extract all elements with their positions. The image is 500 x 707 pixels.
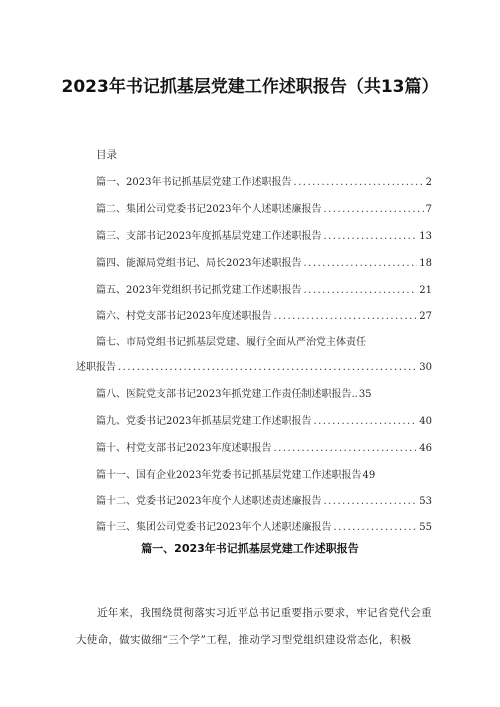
section-heading: 篇一、2023年书记抓基层党建工作述职报告 [141,542,359,555]
toc-item-11[interactable]: 篇十一、国有企业2023年党委书记抓基层党建工作述职报告 49 [96,470,376,481]
toc-item-10[interactable]: 篇十、村党支部书记2023年度述职报告 ..... 46 [96,439,432,455]
toc-item-4[interactable]: 篇四、能源局党组书记、局长2023年述职报告 ..... 18 [96,254,432,270]
toc-page-number: 35 [358,389,372,400]
toc-page-number: 53 [419,496,432,507]
toc-item-2[interactable]: 篇二、集团公司党委书记2023年个人述职述廉报告 ..... 7 [96,200,432,216]
toc-item-3[interactable]: 篇三、支部书记2023年度抓基层党建工作述职报告 ..... 13 [96,227,432,243]
toc-page-number: 46 [419,443,432,454]
toc-item-6[interactable]: 篇六、村党支部书记2023年度述职报告 ..... 27 [96,307,432,323]
toc-item-1[interactable]: 篇一、2023年书记抓基层党建工作述职报告 ..... 2 [96,173,432,189]
toc-page-number: 49 [362,470,376,481]
toc-page-number: 7 [425,204,432,215]
toc-page-number: 21 [419,285,432,296]
toc-page-number: 40 [419,416,432,427]
toc-item-7-continuation[interactable]: 述职报告 ..... 30 [76,358,432,374]
toc-heading: 目录 [96,149,117,161]
toc-page-number: 18 [419,258,432,269]
toc-item-12[interactable]: 篇十二、党委书记2023年度个人述职述责述廉报告 ..... 53 [96,492,432,508]
document-title: 2023年书记抓基层党建工作述职报告（共13篇） [61,77,439,97]
toc-page-number: 2 [425,177,432,188]
toc-item-8[interactable]: 篇八、医院党支部书记2023年抓党建工作责任制述职报告.. 35 [96,389,372,400]
toc-item-7[interactable]: 篇七、市局党组书记抓基层党建、履行全面从严治党主体责任 [96,337,366,348]
toc-page-number: 13 [419,231,432,242]
toc-item-13[interactable]: 篇十三、集团公司党委书记2023年个人述职述廉报告 ..... 55 [96,518,432,534]
toc-item-5[interactable]: 篇五、2023年党组织书记抓党建工作述职报告 ..... 21 [96,281,432,297]
toc-page-number: 30 [419,362,432,373]
toc-page-number: 55 [419,522,432,533]
toc-item-9[interactable]: 篇九、党委书记2023年抓基层党建工作述职报告 ..... 40 [96,412,432,428]
toc-page-number: 27 [419,311,432,322]
body-paragraph: 近年来，我围绕贯彻落实习近平总书记重要指示要求，牢记省党代会重大使命，做实做细“三个学”工程，推动学习型党组织建设常态化，积极 [76,607,432,646]
